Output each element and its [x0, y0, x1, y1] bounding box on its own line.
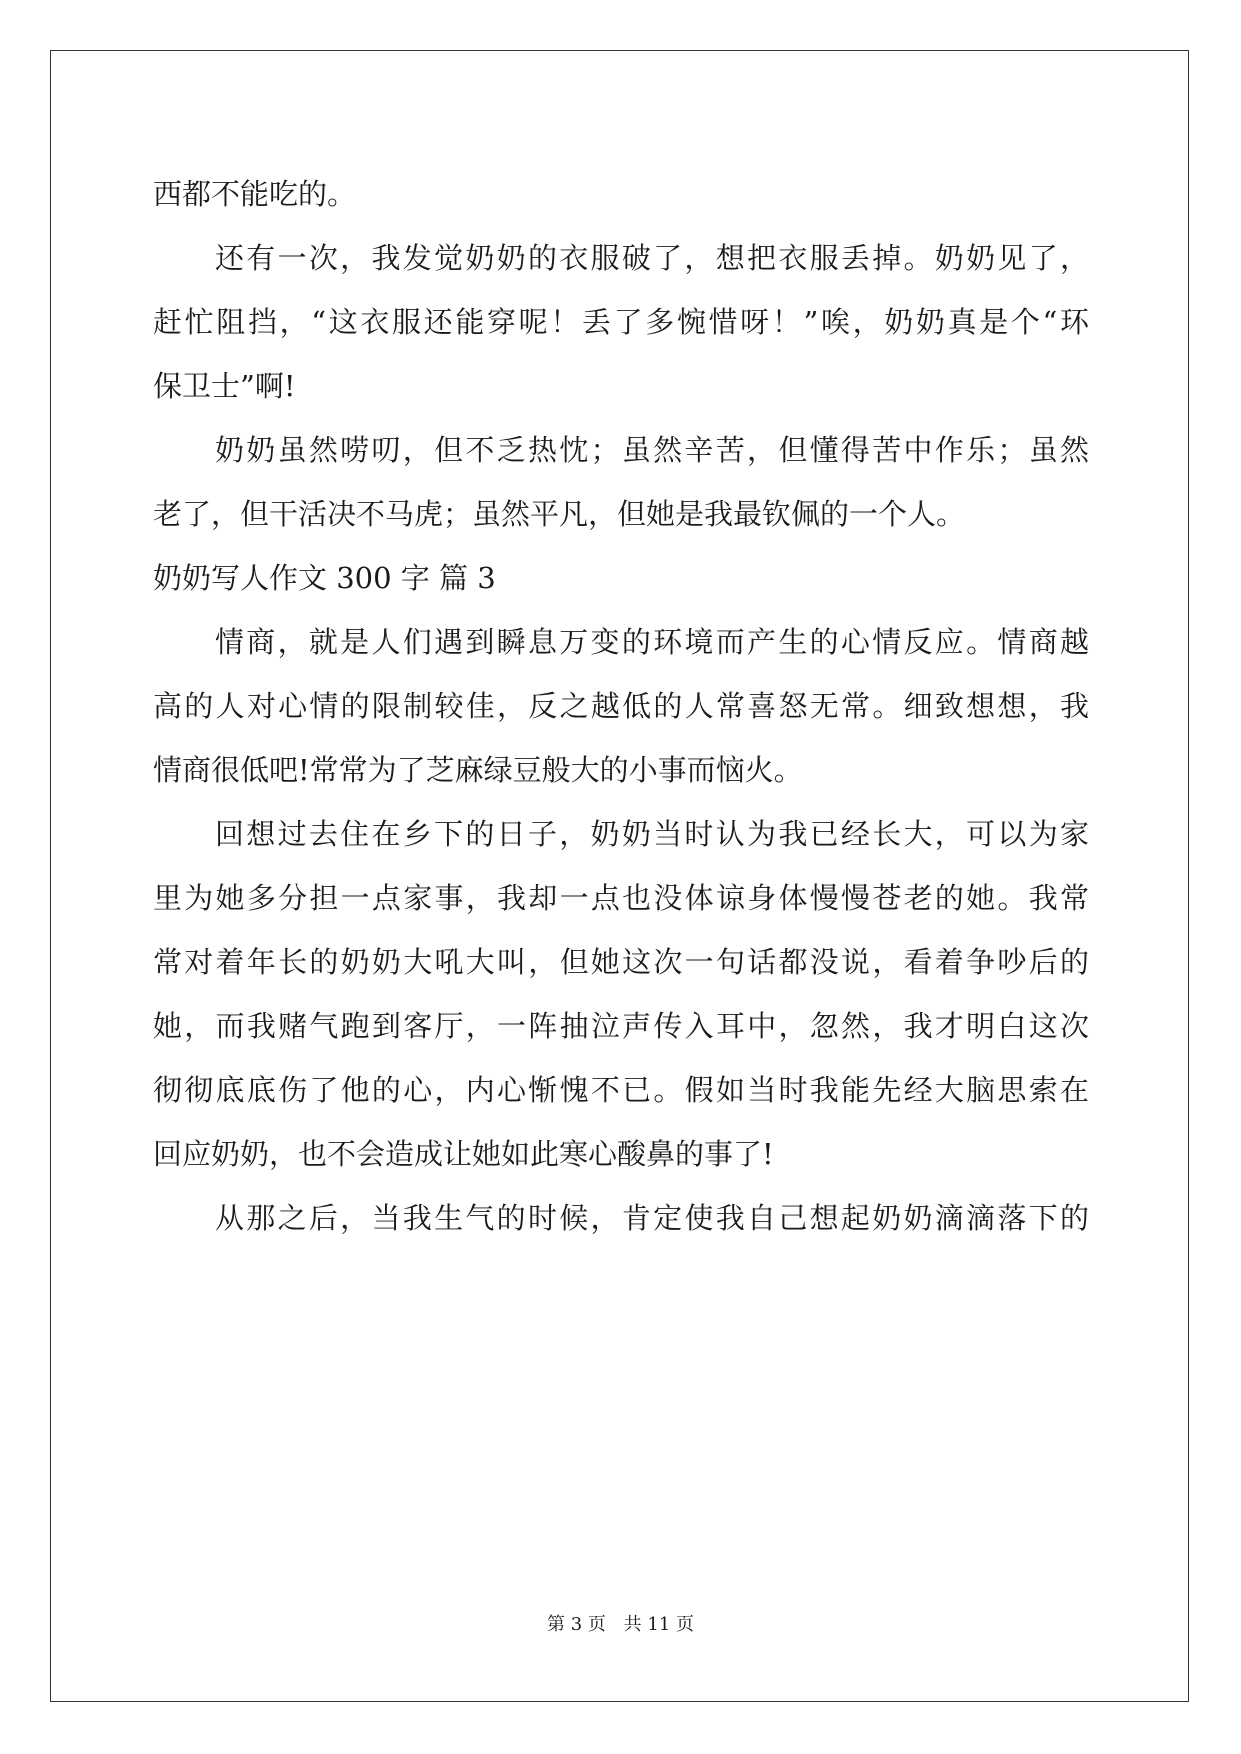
document-body — [153, 162, 1089, 1250]
text-line: 常对着年长的奶奶大吼大叫，但她这次一句话都没说，看着争吵后的 — [153, 945, 1089, 979]
text-line: 奶奶虽然唠叨，但不乏热忱；虽然辛苦，但懂得苦中作乐；虽然 — [215, 433, 1089, 467]
text-line: 回想过去住在乡下的日子，奶奶当时认为我已经长大，可以为家 — [215, 817, 1089, 851]
text-line: 从那之后，当我生气的时候，肯定使我自己想起奶奶滴滴落下的 — [215, 1201, 1089, 1235]
text-line: 西都不能吃的。 — [153, 177, 357, 211]
text-line: 情商，就是人们遇到瞬息万变的环境而产生的心情反应。情商越 — [215, 625, 1089, 659]
text-line: 高的人对心情的限制较佳，反之越低的人常喜怒无常。细致想想，我 — [153, 689, 1089, 723]
text-line: 还有一次，我发觉奶奶的衣服破了，想把衣服丢掉。奶奶见了， — [215, 241, 1089, 275]
page-number: 第 3 页 — [547, 1614, 606, 1635]
text-line: 情商很低吧!常常为了芝麻绿豆般大的小事而恼火。 — [153, 753, 803, 787]
page-total: 共 11 页 — [623, 1614, 694, 1635]
section-heading: 奶奶写人作文 300 字 篇 3 — [153, 561, 496, 595]
text-line: 回应奶奶，也不会造成让她如此寒心酸鼻的事了! — [153, 1137, 774, 1171]
text-line: 老了，但干活决不马虎；虽然平凡，但她是我最钦佩的一个人。 — [153, 497, 966, 531]
text-line: 保卫士”啊! — [153, 369, 296, 403]
text-line: 她，而我赌气跑到客厅，一阵抽泣声传入耳中，忽然，我才明白这次 — [153, 1009, 1089, 1043]
text-line: 里为她多分担一点家事，我却一点也没体谅身体慢慢苍老的她。我常 — [153, 881, 1089, 915]
page-footer — [0, 1610, 1241, 1636]
text-line: 赶忙阻挡，“这衣服还能穿呢！丢了多惋惜呀！”唉，奶奶真是个“环 — [153, 305, 1089, 339]
text-line: 彻彻底底伤了他的心，内心惭愧不已。假如当时我能先经大脑思索在 — [153, 1073, 1089, 1107]
